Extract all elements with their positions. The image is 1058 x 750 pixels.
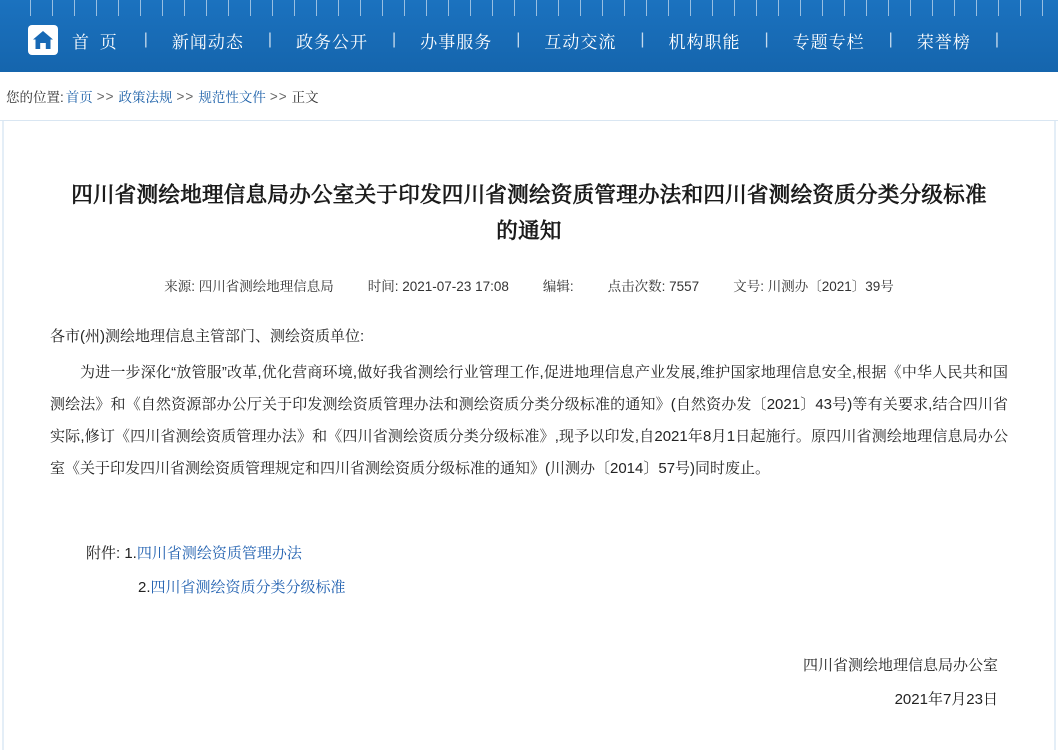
meta-docnumber-value: 川测办〔2021〕39号 <box>767 279 894 294</box>
attachment-number-1: 1. <box>124 545 137 562</box>
article-container <box>2 121 1056 750</box>
attachments-block <box>50 537 1008 605</box>
attachments-label: 附件: <box>86 545 121 562</box>
nav-item-functions[interactable]: 机构职能 <box>668 32 741 52</box>
nav-separator: | <box>267 31 273 48</box>
breadcrumb-arrow: >> <box>96 88 115 104</box>
nav-item-home[interactable]: 首 页 <box>72 32 120 52</box>
page-title: 四川省测绘地理信息局办公室关于印发四川省测绘资质管理办法和四川省测绘资质分类分级标准的通知 <box>71 183 987 243</box>
meta-time <box>368 275 509 295</box>
breadcrumb-item-current: 正文 <box>291 90 319 105</box>
meta-hits-label: 点击次数: <box>607 279 666 294</box>
breadcrumb-arrow: >> <box>176 88 195 104</box>
meta-docnumber <box>733 275 894 295</box>
article-paragraph: 为进一步深化“放管服”改革,优化营商环境,做好我省测绘行业管理工作,促进地理信息产业发展,维护国家地理信息安全,根据《中华人民共和国测绘法》和《自然资源部办公厅关于印发测绘资质管理办法和测绘资质分类分级标准的通知》(自然资办发〔2021〕43号)等有关要求,结合四川省实际,修订《四川省测绘资质管理办法》和《四川省测绘资质分类分级标准》,现予以印发,自2021年8月1日起施行。原四川省测绘地理信息局办公室《关于印发四川省测绘资质管理规定和四川省测绘资质分级标准的通知》(川测办〔2014〕57号)同时废止。 <box>50 364 1008 477</box>
nav-item-interaction[interactable]: 互动交流 <box>544 32 617 52</box>
nav-separator: | <box>888 31 893 48</box>
meta-editor <box>543 275 574 295</box>
main-navigation-bar <box>0 0 1058 72</box>
breadcrumb-arrow: >> <box>269 88 288 104</box>
nav-item-services[interactable]: 办事服务 <box>420 32 493 52</box>
nav-item-topics[interactable]: 专题专栏 <box>792 32 865 52</box>
meta-source <box>164 275 334 295</box>
nav-items-container <box>28 4 1019 76</box>
attachment-number-2: 2. <box>138 579 151 596</box>
meta-source-value: 四川省测绘地理信息局 <box>198 279 334 294</box>
signoff-date: 2021年7月23日 <box>894 691 998 708</box>
nav-item-news[interactable]: 新闻动态 <box>171 32 244 52</box>
home-icon[interactable] <box>28 25 58 55</box>
nav-item-honors[interactable]: 荣誉榜 <box>916 32 971 52</box>
nav-separator: | <box>640 31 645 48</box>
article-body <box>50 321 1008 485</box>
meta-time-label: 时间: <box>367 279 399 294</box>
attachment-link-2[interactable]: 四川省测绘资质分类分级标准 <box>150 579 346 596</box>
article-salutation: 各市(州)测绘地理信息主管部门、测绘资质单位: <box>50 328 365 345</box>
breadcrumb-item-policy[interactable]: 政策法规 <box>118 90 173 105</box>
meta-hits <box>608 275 700 295</box>
nav-item-disclosure[interactable]: 政务公开 <box>296 32 369 52</box>
meta-time-value: 2021-07-23 17:08 <box>402 279 509 294</box>
meta-source-label: 来源: <box>164 279 195 294</box>
signoff-organization: 四川省测绘地理信息局办公室 <box>802 657 998 674</box>
attachment-row-2 <box>86 571 1008 605</box>
breadcrumb-item-home[interactable]: 首页 <box>65 90 93 105</box>
article-signoff <box>50 649 1008 717</box>
meta-editor-label: 编辑: <box>542 279 574 294</box>
attachment-link-1[interactable]: 四川省测绘资质管理办法 <box>136 545 302 562</box>
nav-separator: | <box>143 31 148 48</box>
nav-separator: | <box>994 31 999 48</box>
meta-docnumber-label: 文号: <box>733 279 764 294</box>
article-meta <box>50 275 1008 295</box>
breadcrumb-item-normative-docs[interactable]: 规范性文件 <box>198 90 266 105</box>
nav-separator: | <box>516 31 521 48</box>
meta-hits-value: 7557 <box>669 279 700 294</box>
breadcrumb-label: 您的位置: <box>6 90 64 105</box>
nav-separator: | <box>764 31 769 48</box>
nav-separator: | <box>392 31 397 48</box>
attachment-row-1 <box>86 537 1008 571</box>
breadcrumb <box>0 72 1058 121</box>
